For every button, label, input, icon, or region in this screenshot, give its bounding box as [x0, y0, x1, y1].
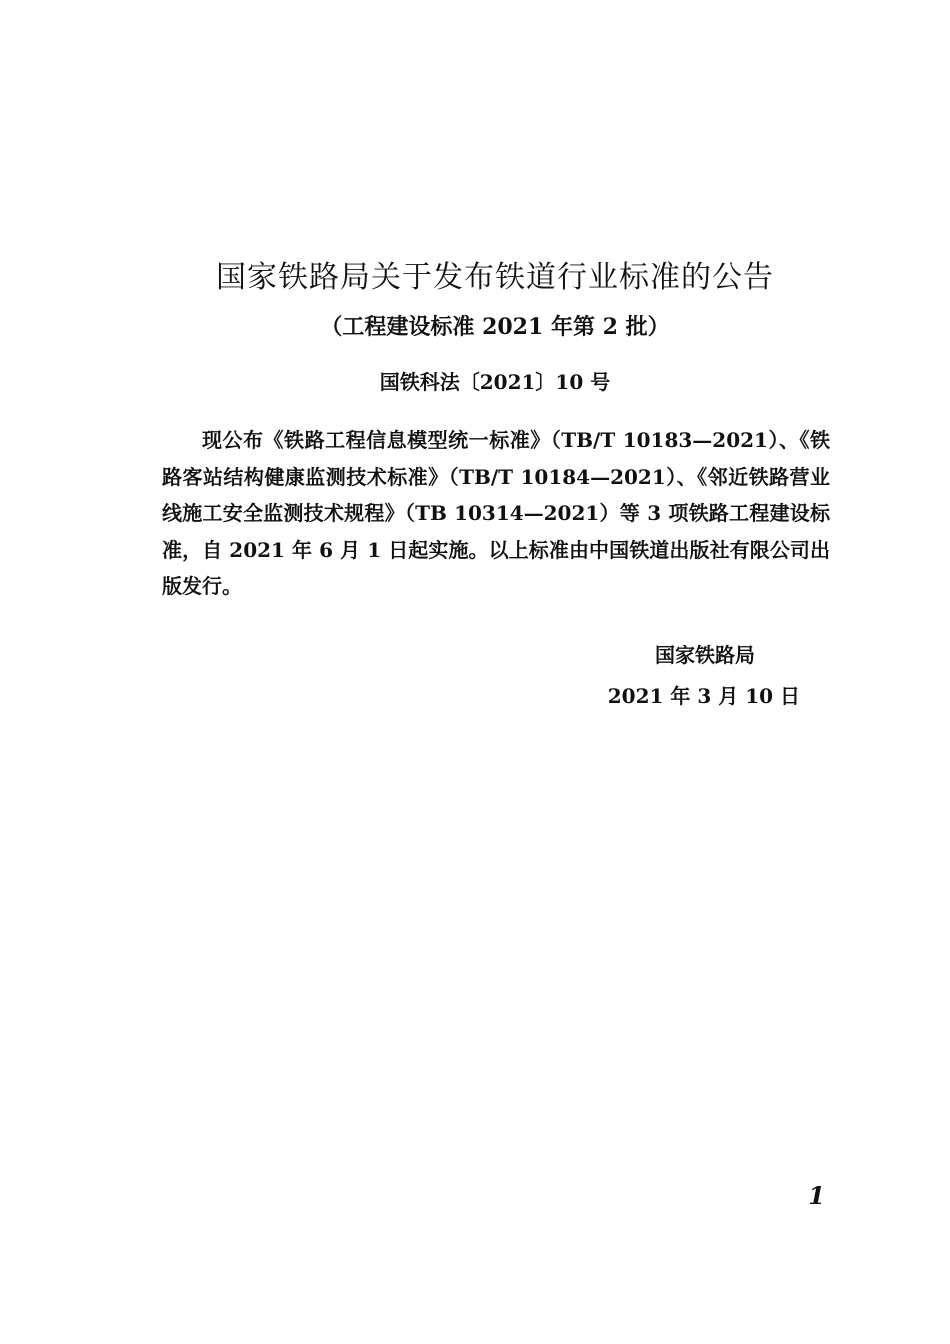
page-number: 1: [808, 1181, 825, 1210]
announcement-subtitle: （工程建设标准 2021 年第 2 批）: [320, 314, 670, 340]
issue-date: 2021 年 3 月 10 日: [607, 684, 800, 708]
issuer-signature: 国家铁路局: [655, 643, 755, 667]
announcement-body: 现公布《铁路工程信息模型统一标准》（TB/T 10183—2021）、《铁路客站结构健康监测技术标准》（TB/T 10184—2021）、《邻近铁路营业线施工安全监测技术规程》（TB 10314—2021）等 3 项铁路工程建设标准，自 2021 年 6 月 1 日起实施。以上标准由中国铁道出版社有限公司出版发行。: [162, 428, 830, 598]
document-number: 国铁科法〔2021〕10 号: [379, 370, 611, 394]
announcement-title: 国家铁路局关于发布铁道行业标准的公告: [216, 260, 774, 295]
